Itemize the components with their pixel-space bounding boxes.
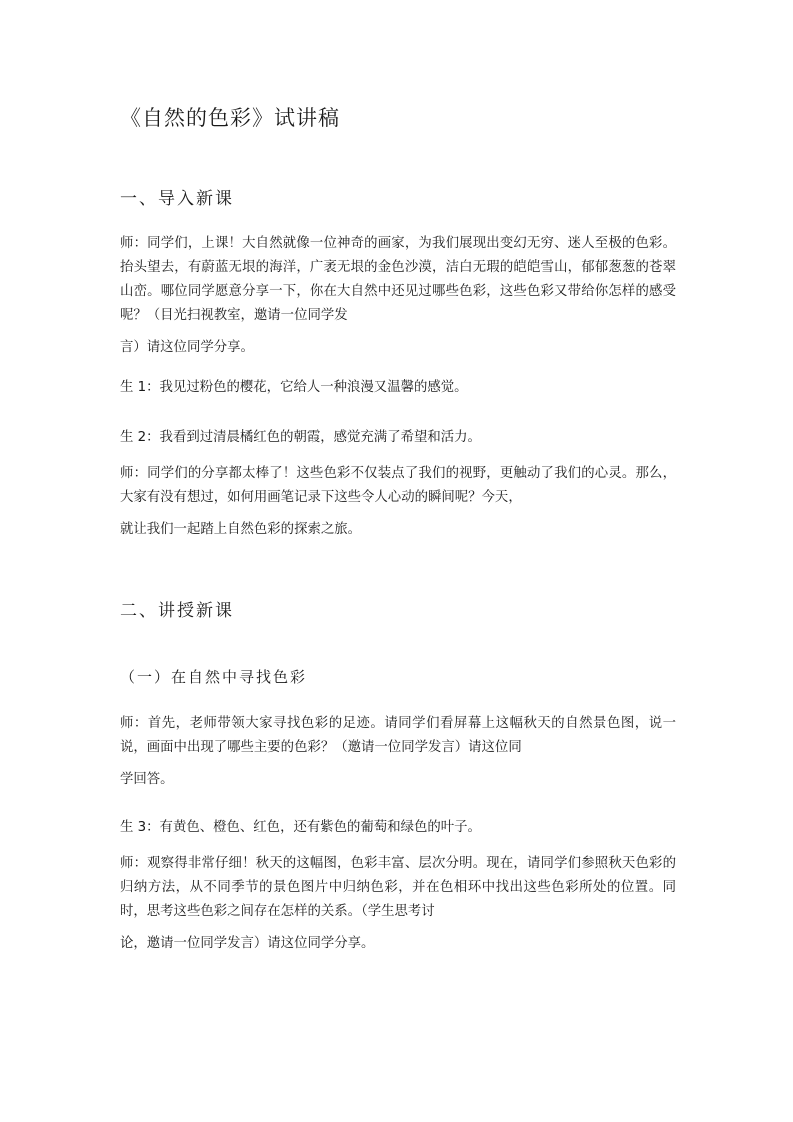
paragraph-body: 师：同学们的分享都太棒了！这些色彩不仅装点了我们的视野，更触动了我们的心灵。那么，大家有没有想过，如何用画笔记录下这些令人心动的瞬间呢？今天， [120, 466, 676, 505]
paragraph-tail: 言）请这位同学分享。 [120, 340, 254, 355]
paragraph-tail: 就让我们一起踏上自然色彩的探索之旅。 [120, 522, 362, 537]
paragraph-teacher-transition [120, 462, 676, 542]
paragraph-tail: 论，邀请一位同学发言）请这位同学分享。 [120, 936, 375, 951]
paragraph-student-2: 生 2：我看到过清晨橘红色的朝霞，感觉充满了希望和活力。 [120, 430, 481, 445]
paragraph-body: 师：观察得非常仔细！秋天的这幅图，色彩丰富、层次分明。现在，请同学们参照秋天色彩的归纳方法，从不同季节的景色图片中归纳色彩，并在色相环中找出这些色彩所处的位置。同时，思考这些色彩之间存在怎样的关系。（学生思考讨 [120, 856, 676, 919]
section-heading-intro: 一、导入新课 [120, 189, 234, 209]
paragraph-body: 师：首先，老师带领大家寻找色彩的足迹。请同学们看屏幕上这幅秋天的自然景色图，说一说，画面中出现了哪些主要的色彩？（邀请一位同学发言）请这位同 [120, 716, 676, 755]
paragraph-tail: 学回答。 [120, 772, 174, 787]
paragraph-teacher-seasons [120, 852, 676, 956]
paragraph-teacher-intro [120, 232, 676, 360]
paragraph-student-1: 生 1：我见过粉色的樱花，它给人一种浪漫又温馨的感觉。 [120, 380, 468, 395]
paragraph-body: 师：同学们，上课！大自然就像一位神奇的画家，为我们展现出变幻无穷、迷人至极的色彩。抬头望去，有蔚蓝无垠的海洋，广袤无垠的金色沙漠，洁白无瑕的皑皑雪山，郁郁葱葱的苍翠山峦。哪位同学愿意分享一下，你在大自然中还见过哪些色彩，这些色彩又带给你怎样的感受呢？（目光扫视教室，邀请一位同学发 [120, 236, 676, 323]
paragraph-teacher-autumn [120, 712, 676, 792]
document-title: 《自然的色彩》试讲稿 [120, 106, 340, 130]
section-heading-new-lesson: 二、讲授新课 [120, 601, 234, 621]
paragraph-student-3: 生 3：有黄色、橙色、红色，还有紫色的葡萄和绿色的叶子。 [120, 820, 481, 835]
subsection-heading-find-colors: （一）在自然中寻找色彩 [120, 668, 308, 686]
